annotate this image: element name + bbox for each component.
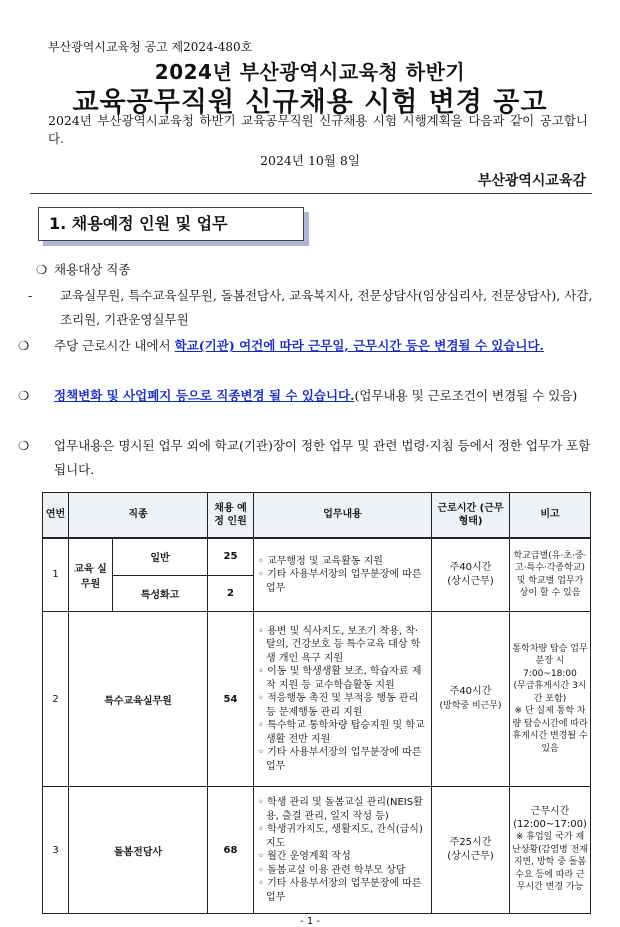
cell-duty	[254, 538, 432, 612]
cell-job: 특수교육실무원	[69, 612, 208, 787]
header-hours: 근로시간 (근무형태)	[432, 493, 510, 538]
issuer: 부산광역시교육감	[477, 173, 586, 189]
hours-value: 주40시간	[449, 561, 492, 573]
duty-item: ◦ 기타 사용부서장의 업무분장에 따른 업무	[258, 747, 422, 772]
header-duty: 업무내용	[254, 493, 432, 538]
bullet-mark: ❍	[36, 262, 48, 277]
table-row	[43, 612, 591, 787]
hours-value: 주40시간	[449, 686, 492, 697]
bullet-mark: ❍	[18, 438, 30, 453]
dash-mark: -	[28, 288, 33, 303]
bullet-work-hours	[18, 334, 592, 358]
cell-remark: 학교급별(유·초·중·고·특수·각종학교) 및 학교별 업무가 상이 할 수 있음	[510, 538, 591, 612]
duty-item: ◦ 학생 관리 및 돌봄교실 관리(NEIS활용, 출결 관리, 일지 작성 등)	[258, 797, 423, 822]
job-types-list: 교육실무원, 특수교육실무원, 돌봄전담사, 교육복지사, 전문상담사(임상심리사, 전문상담사), 사감, 조리원, 기관운영실무원	[60, 288, 593, 327]
hours-value: 주25시간	[449, 837, 492, 848]
remark-line: (무급휴게시간 3시간 포함)	[513, 681, 587, 704]
bullet-text: 업무내용은 명시된 업무 외에 학교(기관)장이 정한 업무 및 관련 법령·지침 등에서 정한 업무가 포함됩니다.	[54, 438, 591, 477]
cell-count: 68	[208, 787, 254, 914]
duty-item: ◦ 기타 사용부서장의 업무분장에 따른 업무	[258, 569, 422, 594]
cell-no: 1	[43, 538, 69, 612]
header-count: 채용 예정 인원	[208, 493, 254, 538]
cell-job-sub: 일반	[113, 538, 208, 576]
remark-line: ※ 단 실제 통학 차량 탑승시간에 따라 휴게시간 변경될 수 있음	[512, 706, 588, 754]
duty-item: ◦ 적응행동 촉진 및 부적응 행동 관리 등 문제행동 관리 지원	[258, 693, 419, 718]
bullet-text: 주당 근로시간 내에서	[54, 338, 175, 353]
cell-job-sub: 특성화고	[113, 576, 208, 612]
bullet-duties	[18, 434, 592, 482]
recruitment-table	[42, 492, 591, 914]
cell-count: 25	[208, 538, 254, 576]
bullet-mark: ❍	[18, 338, 30, 353]
notice-date: 2024년 10월 8일	[260, 153, 360, 168]
bullet-text: (업무내용 및 근로조건이 변경될 수 있음)	[354, 388, 578, 403]
bullet-job-change	[18, 384, 592, 408]
hours-type: (상시근무)	[447, 575, 494, 587]
hours-type: (상시근무)	[447, 851, 494, 862]
header-no: 연번	[43, 493, 69, 538]
remark-line: ※ 휴업일 국가 재난상황(감염병 전재 지변, 방학 중 돌봄 수요 등에 따라 근무시간 변경 가능	[512, 832, 588, 893]
duty-item: ◦ 월간 운영계획 작성	[258, 851, 351, 862]
cell-hours	[432, 787, 510, 914]
remark-line: (12:00~17:00)	[513, 818, 587, 830]
cell-hours	[432, 612, 510, 787]
duty-item: ◦ 교무행정 및 교육활동 지원	[258, 555, 383, 567]
intro-text: 2024년 부산광역시교육청 하반기 교육공무직원 신규채용 시험 시행계획을 다음과 같이 공고합니다.	[48, 113, 588, 146]
title-line-2: 교육공무직원 신규채용 시험 변경 공고	[72, 87, 548, 118]
section-title: 1. 채용예정 인원 및 업무	[38, 207, 304, 241]
duty-item: ◦ 이동 및 학생생활 보조, 학습자료 제작 지원 등 교수학습활동 지원	[258, 666, 422, 691]
duty-item: ◦ 특수학교 통학차량 탑승지원 및 학교생활 전반 지원	[258, 720, 425, 745]
header-remark: 비고	[510, 493, 591, 538]
notice-number: 부산광역시교육청 공고 제2024-480호	[48, 40, 253, 54]
cell-no: 3	[43, 787, 69, 914]
cell-duty	[254, 787, 432, 914]
bullet-text: 채용대상 직종	[54, 262, 131, 277]
remark-line: 근무시간	[530, 806, 570, 818]
page-number: - 1 -	[300, 916, 320, 927]
bullet-job-types	[36, 258, 592, 282]
duty-item: ◦ 돌봄교실 이용 관련 학부모 상담	[258, 864, 406, 876]
duty-item: ◦ 용변 및 식사지도, 보조기 착용, 착·탈의, 건강보호 등 특수교육 대상 학생 개인 욕구 지원	[258, 625, 421, 664]
cell-remark	[510, 612, 591, 787]
cell-count: 54	[208, 612, 254, 787]
cell-remark	[510, 787, 591, 914]
cell-no: 2	[43, 612, 69, 787]
duty-item: ◦ 기타 사용부서장의 업무분장에 따른 업무	[258, 878, 422, 903]
header-job: 직종	[69, 493, 208, 538]
cell-job-group: 교육 실무원	[69, 538, 113, 612]
title-line-1: 2024년 부산광역시교육청 하반기	[154, 60, 466, 84]
table-header-row	[43, 493, 591, 538]
bullet-mark: ❍	[18, 388, 30, 403]
duty-item: ◦ 학생귀가지도, 생활지도, 간식(급식)지도	[258, 824, 423, 849]
divider	[30, 193, 592, 194]
table-row	[43, 538, 591, 576]
hours-type: (방학중 비근무)	[439, 701, 502, 711]
table-row	[43, 787, 591, 914]
remark-line: 7:00~18:00	[523, 668, 577, 679]
emphasis-text: 학교(기관) 여건에 따라 근무일, 근무시간 등은 변경될 수 있습니다.	[174, 338, 544, 353]
remark-line: 통학차량 탑승 업무 분장 시	[512, 643, 588, 667]
cell-hours	[432, 538, 510, 612]
cell-count: 2	[208, 576, 254, 612]
emphasis-text: 정책변화 및 사업폐지 등으로 직종변경 될 수 있습니다.	[54, 388, 355, 403]
cell-job: 돌봄전담사	[69, 787, 208, 914]
job-types-detail	[28, 284, 594, 332]
cell-duty	[254, 612, 432, 787]
